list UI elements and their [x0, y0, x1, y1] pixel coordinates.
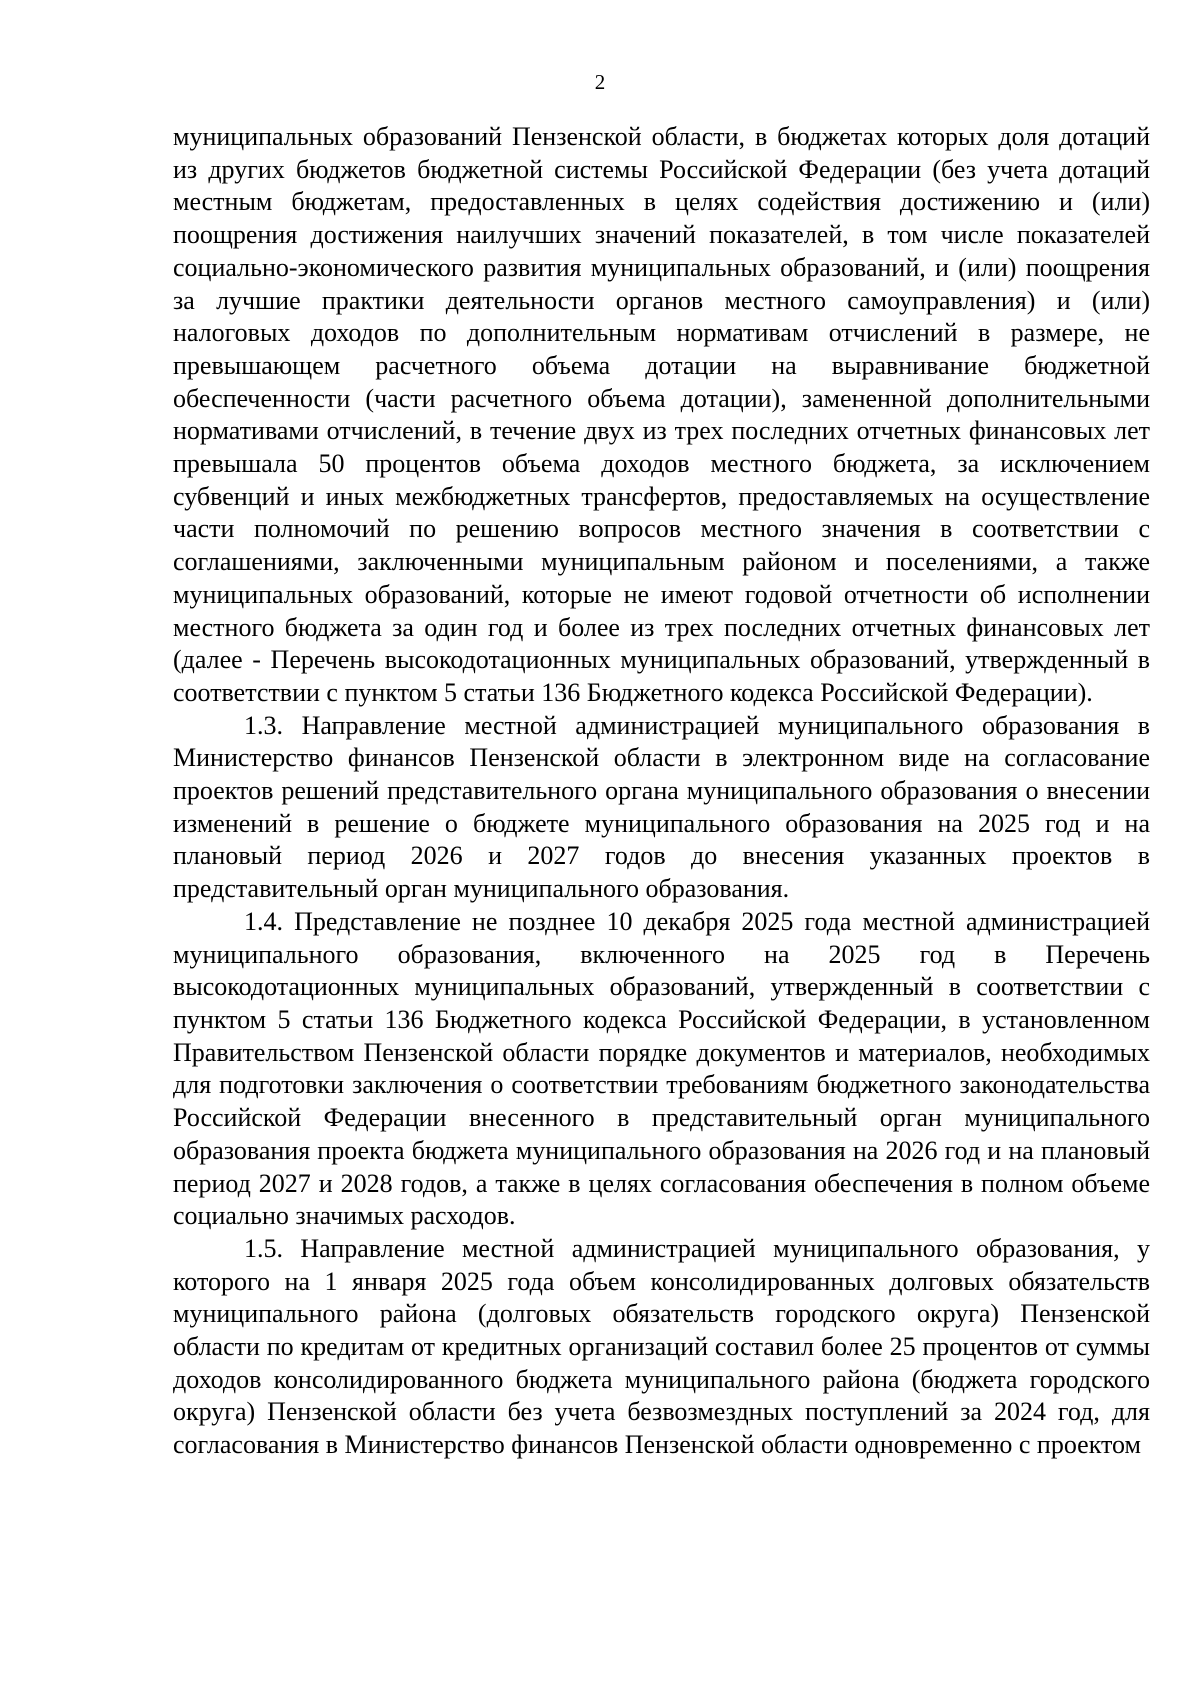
paragraph-item-1-3: 1.3. Направление местной администрацией муниципального образования в Министерство финансов Пензенской области в электронном виде на согласование проектов решений представительного органа муниципального образования о внесении изменений в решение о бюджете муниципального образования на 2025 год и на плановый период 2026 и 2027 годов до внесения указанных проектов в представительный орган муниципального образования. — [173, 710, 1150, 904]
paragraph-continuation: муниципальных образований Пензенской области, в бюджетах которых доля дотаций из других бюджетов бюджетной системы Российской Федерации (без учета дотаций местным бюджетам, предоставленных в целях содействия достижению и (или) поощрения достижения наилучших значений показателей, в том числе показателей социально-экономического развития муниципальных образований, и (или) поощрения за лучшие практики деятельности органов местного самоуправления) и (или) налоговых доходов по дополнительным нормативам отчислений в размере, не превышающем расчетного объема дотации на выравнивание бюджетной обеспеченности (части расчетного объема дотации), замененной дополнительными нормативами отчислений, в течение двух из трех последних отчетных финансовых лет превышала 50 процентов объема доходов местного бюджета, за исключением субвенций и иных межбюджетных трансфертов, предоставляемых на осуществление части полномочий по решению вопросов местного значения в соответствии с соглашениями, заключенными муниципальным районом и поселениями, а также муниципальных образований, которые не имеют годовой отчетности об исполнении местного бюджета за один год и более из трех последних отчетных финансовых лет (далее - Перечень высокодотационных муниципальных образований, утвержденный в соответствии с пунктом 5 статьи 136 Бюджетного кодекса Российской Федерации). — [173, 122, 1150, 707]
document-body — [173, 121, 1150, 1462]
page-number: 2 — [594, 70, 606, 94]
paragraph-item-1-4: 1.4. Представление не позднее 10 декабря 2025 года местной администрацией муниципального образования, включенного на 2025 год в Перечень высокодотационных муниципальных образований, утвержденный в соответствии с пунктом 5 статьи 136 Бюджетного кодекса Российской Федерации, в установленном Правительством Пензенской области порядке документов и материалов, необходимых для подготовки заключения о соответствии требованиям бюджетного законодательства Российской Федерации внесенного в представительный орган муниципального образования проекта бюджета муниципального образования на 2026 год и на плановый период 2027 и 2028 годов, а также в целях согласования обеспечения в полном объеме социально значимых расходов. — [173, 906, 1150, 1231]
paragraph-item-1-5: 1.5. Направление местной администрацией муниципального образования, у которого на 1 января 2025 года объем консолидированных долговых обязательств муниципального района (долговых обязательств городского округа) Пензенской области по кредитам от кредитных организаций составил более 25 процентов от суммы доходов консолидированного бюджета муниципального района (бюджета городского округа) Пензенской области без учета безвозмездных поступлений за 2024 год, для согласования в Министерство финансов Пензенской области одновременно с проектом — [173, 1233, 1150, 1460]
